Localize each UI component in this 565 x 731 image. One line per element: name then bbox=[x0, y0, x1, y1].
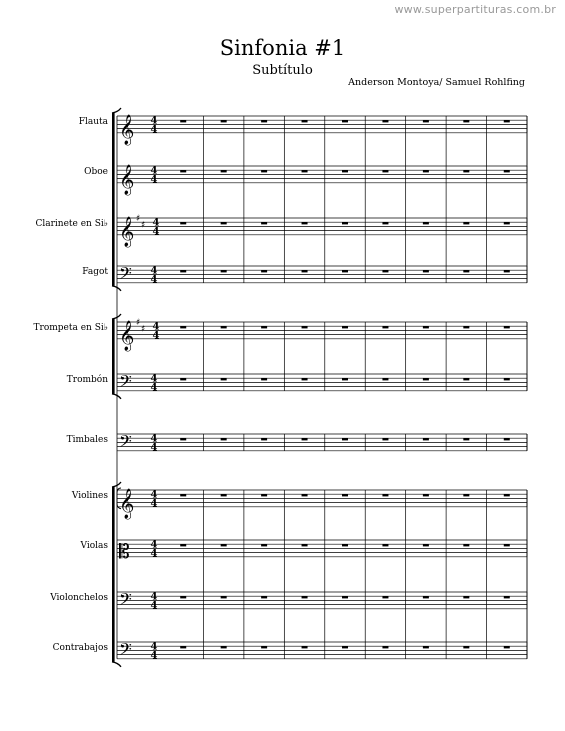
key-sharp-icon: ♯ bbox=[136, 214, 141, 224]
whole-rest bbox=[261, 222, 267, 224]
score-subtitle: Subtítulo bbox=[252, 63, 313, 78]
whole-rest bbox=[504, 378, 510, 380]
whole-rest bbox=[180, 438, 186, 440]
whole-rest bbox=[382, 438, 388, 440]
whole-rest bbox=[382, 326, 388, 328]
whole-rest bbox=[463, 222, 469, 224]
whole-rest bbox=[342, 494, 348, 496]
whole-rest bbox=[423, 596, 429, 598]
time-signature-top: 4 bbox=[152, 217, 160, 229]
whole-rest bbox=[180, 170, 186, 172]
bass-clef-icon: 𝄢 bbox=[119, 588, 132, 613]
whole-rest bbox=[423, 378, 429, 380]
whole-rest bbox=[423, 646, 429, 648]
whole-rest bbox=[463, 494, 469, 496]
whole-rest bbox=[342, 596, 348, 598]
whole-rest bbox=[221, 120, 227, 122]
whole-rest bbox=[382, 544, 388, 546]
whole-rest bbox=[382, 494, 388, 496]
whole-rest bbox=[261, 544, 267, 546]
time-signature-bottom: 4 bbox=[150, 548, 158, 560]
bass-clef-icon: 𝄢 bbox=[119, 430, 132, 455]
whole-rest bbox=[261, 170, 267, 172]
whole-rest bbox=[180, 326, 186, 328]
instrument-label: Clarinete en Si♭ bbox=[35, 219, 108, 230]
whole-rest bbox=[261, 438, 267, 440]
time-signature-bottom: 4 bbox=[152, 330, 160, 342]
instrument-label: Fagot bbox=[82, 267, 108, 278]
whole-rest bbox=[302, 378, 308, 380]
bass-clef-icon: 𝄢 bbox=[119, 638, 132, 663]
whole-rest bbox=[382, 222, 388, 224]
whole-rest bbox=[221, 170, 227, 172]
whole-rest bbox=[302, 494, 308, 496]
whole-rest bbox=[261, 596, 267, 598]
instrument-label: Timbales bbox=[66, 435, 108, 446]
whole-rest bbox=[382, 170, 388, 172]
treble-clef-icon: 𝄞 bbox=[119, 320, 135, 351]
time-signature-bottom: 4 bbox=[150, 124, 158, 136]
whole-rest bbox=[180, 596, 186, 598]
whole-rest bbox=[342, 544, 348, 546]
time-signature-bottom: 4 bbox=[150, 382, 158, 394]
whole-rest bbox=[423, 222, 429, 224]
whole-rest bbox=[423, 544, 429, 546]
whole-rest bbox=[504, 120, 510, 122]
whole-rest bbox=[302, 170, 308, 172]
time-signature-bottom: 4 bbox=[150, 442, 158, 454]
whole-rest bbox=[302, 222, 308, 224]
whole-rest bbox=[504, 544, 510, 546]
whole-rest bbox=[423, 326, 429, 328]
whole-rest bbox=[342, 646, 348, 648]
whole-rest bbox=[180, 270, 186, 272]
time-signature-top: 4 bbox=[150, 641, 158, 653]
whole-rest bbox=[221, 494, 227, 496]
whole-rest bbox=[342, 170, 348, 172]
whole-rest bbox=[504, 438, 510, 440]
whole-rest bbox=[302, 120, 308, 122]
whole-rest bbox=[180, 222, 186, 224]
watermark: www.superpartituras.com.br bbox=[394, 3, 556, 16]
whole-rest bbox=[382, 596, 388, 598]
whole-rest bbox=[180, 120, 186, 122]
whole-rest bbox=[261, 646, 267, 648]
whole-rest bbox=[463, 596, 469, 598]
key-sharp-icon: ♯ bbox=[141, 220, 146, 231]
whole-rest bbox=[463, 270, 469, 272]
whole-rest bbox=[463, 326, 469, 328]
key-sharp-icon: ♯ bbox=[136, 318, 141, 328]
time-signature-top: 4 bbox=[150, 433, 158, 445]
whole-rest bbox=[423, 170, 429, 172]
time-signature-bottom: 4 bbox=[150, 174, 158, 186]
whole-rest bbox=[342, 438, 348, 440]
whole-rest bbox=[342, 378, 348, 380]
bracket-hook bbox=[112, 314, 121, 319]
bass-clef-icon: 𝄢 bbox=[119, 262, 132, 287]
whole-rest bbox=[302, 596, 308, 598]
whole-rest bbox=[180, 544, 186, 546]
whole-rest bbox=[463, 378, 469, 380]
composer-credit: Anderson Montoya/ Samuel Rohlfing bbox=[348, 77, 525, 88]
whole-rest bbox=[302, 270, 308, 272]
whole-rest bbox=[302, 326, 308, 328]
whole-rest bbox=[180, 378, 186, 380]
time-signature-bottom: 4 bbox=[150, 650, 158, 662]
whole-rest bbox=[504, 596, 510, 598]
whole-rest bbox=[423, 494, 429, 496]
whole-rest bbox=[221, 270, 227, 272]
time-signature-top: 4 bbox=[150, 115, 158, 127]
whole-rest bbox=[342, 222, 348, 224]
treble-clef-icon: 𝄞 bbox=[119, 216, 135, 247]
whole-rest bbox=[382, 646, 388, 648]
time-signature-top: 4 bbox=[150, 265, 158, 277]
whole-rest bbox=[382, 270, 388, 272]
whole-rest bbox=[463, 170, 469, 172]
whole-rest bbox=[463, 544, 469, 546]
whole-rest bbox=[221, 438, 227, 440]
time-signature-bottom: 4 bbox=[150, 600, 158, 612]
whole-rest bbox=[463, 120, 469, 122]
whole-rest bbox=[302, 544, 308, 546]
treble-clef-icon: 𝄞 bbox=[119, 164, 135, 195]
whole-rest bbox=[180, 494, 186, 496]
whole-rest bbox=[180, 646, 186, 648]
whole-rest bbox=[221, 222, 227, 224]
whole-rest bbox=[463, 646, 469, 648]
whole-rest bbox=[423, 438, 429, 440]
whole-rest bbox=[261, 270, 267, 272]
instrument-label: Violas bbox=[80, 541, 108, 552]
bracket-hook bbox=[112, 482, 121, 487]
group-bracket bbox=[112, 319, 115, 394]
time-signature-top: 4 bbox=[150, 539, 158, 551]
whole-rest bbox=[382, 378, 388, 380]
whole-rest bbox=[504, 494, 510, 496]
whole-rest bbox=[221, 378, 227, 380]
instrument-label: Violines bbox=[71, 491, 108, 502]
instrument-label: Oboe bbox=[84, 167, 108, 178]
whole-rest bbox=[382, 120, 388, 122]
whole-rest bbox=[504, 170, 510, 172]
instrument-label: Flauta bbox=[78, 117, 108, 128]
instrument-label: Contrabajos bbox=[52, 643, 108, 654]
whole-rest bbox=[342, 326, 348, 328]
whole-rest bbox=[504, 326, 510, 328]
whole-rest bbox=[342, 120, 348, 122]
time-signature-bottom: 4 bbox=[152, 226, 160, 238]
instrument-label: Trombón bbox=[66, 375, 108, 386]
group-bracket bbox=[112, 487, 115, 662]
whole-rest bbox=[221, 646, 227, 648]
score-title: Sinfonia #1 bbox=[219, 36, 346, 60]
bracket-hook bbox=[112, 108, 121, 113]
time-signature-bottom: 4 bbox=[150, 274, 158, 286]
time-signature-top: 4 bbox=[150, 489, 158, 501]
alto-clef-icon: 𝄡 bbox=[119, 540, 130, 563]
time-signature-top: 4 bbox=[150, 591, 158, 603]
treble-clef-icon: 𝄞 bbox=[119, 488, 135, 519]
time-signature-top: 4 bbox=[152, 321, 160, 333]
whole-rest bbox=[504, 222, 510, 224]
bass-clef-icon: 𝄢 bbox=[119, 370, 132, 395]
instrument-label: Violonchelos bbox=[50, 593, 108, 604]
whole-rest bbox=[463, 438, 469, 440]
group-bracket bbox=[112, 113, 115, 286]
whole-rest bbox=[302, 646, 308, 648]
whole-rest bbox=[302, 438, 308, 440]
time-signature-bottom: 4 bbox=[150, 498, 158, 510]
instrument-label: Trompeta en Si♭ bbox=[33, 323, 108, 334]
whole-rest bbox=[261, 378, 267, 380]
whole-rest bbox=[261, 494, 267, 496]
whole-rest bbox=[221, 326, 227, 328]
whole-rest bbox=[261, 326, 267, 328]
whole-rest bbox=[504, 646, 510, 648]
whole-rest bbox=[342, 270, 348, 272]
whole-rest bbox=[221, 544, 227, 546]
treble-clef-icon: 𝄞 bbox=[119, 114, 135, 145]
whole-rest bbox=[221, 596, 227, 598]
whole-rest bbox=[423, 270, 429, 272]
time-signature-top: 4 bbox=[150, 373, 158, 385]
whole-rest bbox=[423, 120, 429, 122]
key-sharp-icon: ♯ bbox=[141, 324, 146, 335]
time-signature-top: 4 bbox=[150, 165, 158, 177]
whole-rest bbox=[261, 120, 267, 122]
whole-rest bbox=[504, 270, 510, 272]
